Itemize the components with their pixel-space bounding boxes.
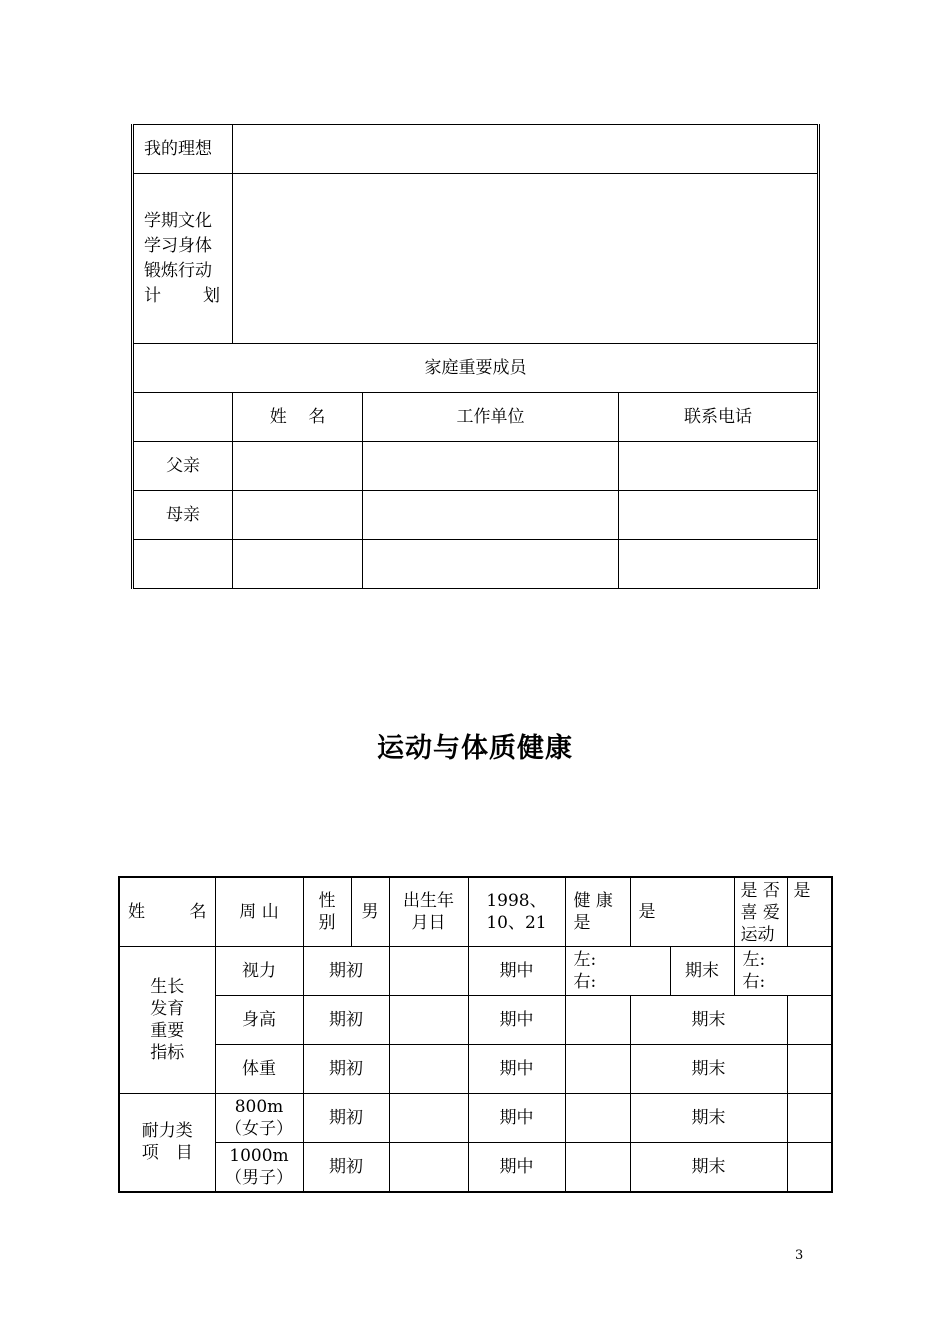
mid-value[interactable]: [565, 947, 670, 996]
plan-label: [133, 174, 233, 344]
endurance-group-label: [119, 1094, 215, 1192]
growth-group-line: 重要: [150, 1021, 185, 1041]
family-cell[interactable]: [363, 491, 619, 540]
family-cell[interactable]: [619, 442, 819, 491]
start-label: 期初: [303, 1045, 389, 1094]
mid-label: 期中: [468, 1143, 565, 1192]
col-name-char: 姓: [269, 407, 287, 427]
health-table: [118, 876, 833, 1193]
growth-group-line: 发育: [150, 999, 185, 1019]
item-label-line: 800m: [234, 1097, 284, 1117]
mid-left-eye: 左:: [573, 950, 597, 970]
start-value[interactable]: [389, 947, 468, 996]
end-label: 期末: [630, 1094, 787, 1143]
family-cell[interactable]: [233, 442, 363, 491]
plan-label-line: [144, 284, 220, 308]
start-value[interactable]: [389, 1045, 468, 1094]
mid-value[interactable]: [565, 1094, 630, 1143]
family-col-name: [233, 393, 363, 442]
growth-group-line: 生长: [150, 977, 185, 997]
plan-label-line: 锻炼行动: [144, 261, 212, 281]
start-value[interactable]: [389, 1143, 468, 1192]
endurance-group-line: 项 目: [141, 1143, 193, 1164]
family-col-phone: 联系电话: [619, 393, 819, 442]
mid-label: 期中: [468, 1094, 565, 1143]
start-value[interactable]: [389, 996, 468, 1045]
end-value[interactable]: [787, 1045, 832, 1094]
family-header: 家庭重要成员: [133, 344, 819, 393]
item-label: 体重: [215, 1045, 303, 1094]
item-label: 视力: [215, 947, 303, 996]
plan-label-char: 划: [203, 286, 220, 306]
item-label: 身高: [215, 996, 303, 1045]
plan-field[interactable]: [233, 174, 819, 344]
mid-label: 期中: [468, 996, 565, 1045]
birth-label: 出生年月日: [389, 877, 468, 947]
mid-label: 期中: [468, 947, 565, 996]
plan-label-line: 学期文化: [144, 211, 212, 231]
name-value: 周 山: [215, 877, 303, 947]
end-label: 期末: [630, 996, 787, 1045]
family-cell[interactable]: [233, 491, 363, 540]
end-value[interactable]: [734, 947, 832, 996]
healthy-label: 健 康 是: [565, 877, 630, 947]
end-label: 期末: [670, 947, 734, 996]
end-label: 期末: [630, 1143, 787, 1192]
section-title: 运动与体质健康: [377, 733, 573, 764]
name-label: [119, 877, 215, 947]
item-label-line: （女子）: [225, 1119, 293, 1139]
birth-value: 1998、10、21: [468, 877, 565, 947]
personal-plan-table: [131, 124, 820, 589]
family-row-label: [133, 540, 233, 589]
family-corner-cell: [133, 393, 233, 442]
ideal-field[interactable]: [233, 125, 819, 174]
growth-group-label: [119, 947, 215, 1094]
family-cell[interactable]: [363, 442, 619, 491]
item-label-line: 1000m: [229, 1145, 289, 1166]
end-value[interactable]: [787, 996, 832, 1045]
end-label: 期末: [630, 1045, 787, 1094]
end-left-eye: 左:: [742, 950, 766, 970]
name-label-char: 名: [189, 902, 207, 922]
gender-value: 男: [351, 877, 389, 947]
end-value[interactable]: [787, 1094, 832, 1143]
family-row-label: 母亲: [133, 491, 233, 540]
col-name-char: 名: [308, 407, 326, 427]
family-cell[interactable]: [363, 540, 619, 589]
mid-value[interactable]: [565, 996, 630, 1045]
family-cell[interactable]: [619, 491, 819, 540]
end-value[interactable]: [787, 1143, 832, 1192]
ideal-label: 我的理想: [133, 125, 233, 174]
mid-value[interactable]: [565, 1045, 630, 1094]
start-label: 期初: [303, 1143, 389, 1192]
likes-sport-value: 是: [787, 877, 832, 947]
family-col-work: 工作单位: [363, 393, 619, 442]
start-label: 期初: [303, 996, 389, 1045]
healthy-value: 是: [630, 877, 734, 947]
growth-group-line: 指标: [150, 1043, 185, 1063]
start-label: 期初: [303, 947, 389, 996]
family-row-label: 父亲: [133, 442, 233, 491]
start-label: 期初: [303, 1094, 389, 1143]
mid-label: 期中: [468, 1045, 565, 1094]
page-number: 3: [795, 1248, 804, 1263]
gender-label: 性别: [303, 877, 351, 947]
plan-label-line: 学习身体: [144, 236, 212, 256]
name-label-char: 姓: [128, 902, 145, 922]
end-right-eye: 右:: [742, 972, 766, 992]
mid-right-eye: 右:: [573, 972, 597, 992]
item-label: [215, 1094, 303, 1143]
family-cell[interactable]: [619, 540, 819, 589]
likes-sport-label: 是 否 喜 爱 运动: [734, 877, 787, 947]
item-label: [215, 1143, 303, 1192]
start-value[interactable]: [389, 1094, 468, 1143]
item-label-line: （男子）: [225, 1167, 293, 1188]
endurance-group-line: 耐力类: [141, 1121, 193, 1142]
mid-value[interactable]: [565, 1143, 630, 1192]
plan-label-char: 计: [144, 286, 161, 306]
family-cell[interactable]: [233, 540, 363, 589]
